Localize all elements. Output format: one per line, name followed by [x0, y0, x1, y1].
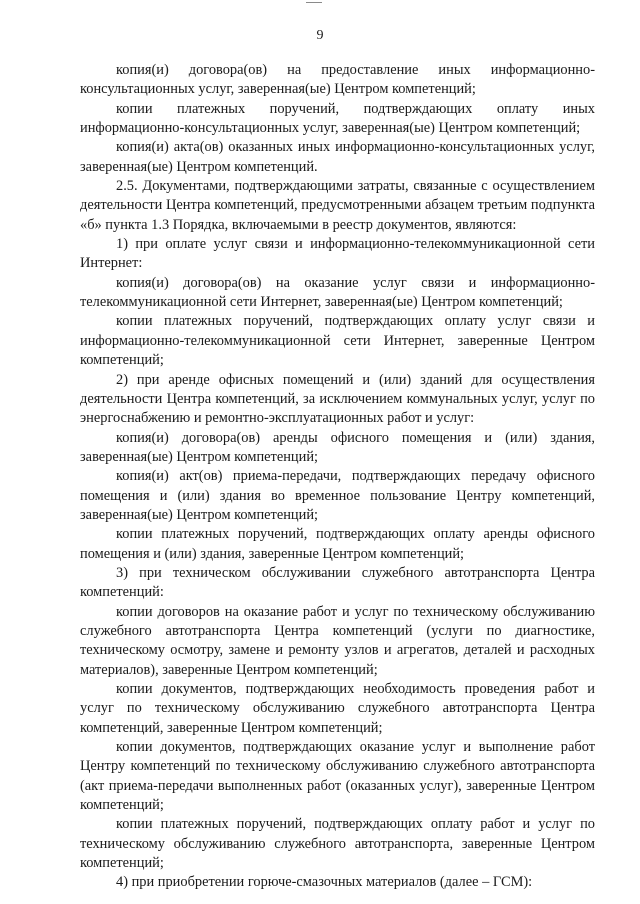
paragraph: копия(и) договора(ов) на предоставление иных информационно-консультационных услуг, заверенная(ые) Центром компетенций; — [80, 62, 595, 98]
paragraph: копия(и) договора(ов) на оказание услуг связи и информационно-телекоммуникационной сети Интернет, заверенная(ые) Центром компетенций; — [80, 274, 595, 311]
paragraph: копии документов, подтверждающих необходимость проведения работ и услуг по техническому обслуживанию служебного автотранспорта Центра компетенций, заверенные Центром компетенций; — [80, 681, 595, 736]
paragraph: копии платежных поручений, подтверждающих оплату работ и услуг по техническому обслуживанию служебного автотранспорта, заверенные Центром компетенций; — [80, 816, 595, 872]
document-body — [80, 61, 595, 893]
paragraph: 2.5. Документами, подтверждающими затраты, связанные с осуществлением деятельности Центра компетенций, предусмотренными абзацем третьим подпункта «б» пункта 1.3 Порядка, включаемыми в реестр документов, являются: — [80, 178, 595, 233]
paragraph: 4) при приобретении горюче-смазочных материалов (далее – ГСМ): — [116, 874, 533, 891]
paragraph: 1) при оплате услуг связи и информационно-телекоммуникационной сети Интернет: — [80, 236, 595, 272]
paragraph: копии документов, подтверждающих оказание услуг и выполнение работ Центру компетенций по техническому обслуживанию служебного автотранспорта (акт приема-передачи выполненных работ (оказанных услуг), заверенные Центром компетенций; — [80, 739, 595, 814]
paragraph: 2) при аренде офисных помещений и (или) зданий для осуществления деятельности Центра компетенций, за исключением коммунальных услуг, услуг по энергоснабжению и ремонтно-эксплуатационных работ и услуг: — [80, 371, 595, 427]
page-number: 9 — [316, 28, 324, 43]
paragraph: 3) при техническом обслуживании служебного автотранспорта Центра компетенций: — [80, 564, 595, 601]
paragraph: копии платежных поручений, подтверждающих оплату иных информационно-консультационных услуг, заверенная(ые) Центром компетенций; — [80, 100, 595, 137]
top-edge-mark — [306, 2, 322, 3]
paragraph: копия(и) акт(ов) приема-передачи, подтверждающих передачу офисного помещения и (или) здания во временное пользование Центру компетенций, заверенная(ые) Центром компетенций; — [80, 468, 595, 523]
paragraph: копии платежных поручений, подтверждающих оплату услуг связи и информационно-телекоммуникационной сети Интернет, заверенные Центром компетенций; — [80, 313, 595, 369]
paragraph: копия(и) договора(ов) аренды офисного помещения и (или) здания, заверенная(ые) Центром компетенций; — [80, 429, 595, 465]
paragraph: копия(и) акта(ов) оказанных иных информационно-консультационных услуг, заверенная(ые) Центром компетенций. — [80, 139, 595, 175]
paragraph: копии платежных поручений, подтверждающих оплату аренды офисного помещения и (или) здания, заверенные Центром компетенций; — [80, 526, 595, 562]
paragraph: копии договоров на оказание работ и услуг по техническому обслуживанию служебного автотранспорта Центра компетенций (услуги по диагностике, техническому осмотру, замене и ремонту узлов и агрегатов, деталей и расходных материалов), заверенные Центром компетенций; — [80, 603, 595, 678]
